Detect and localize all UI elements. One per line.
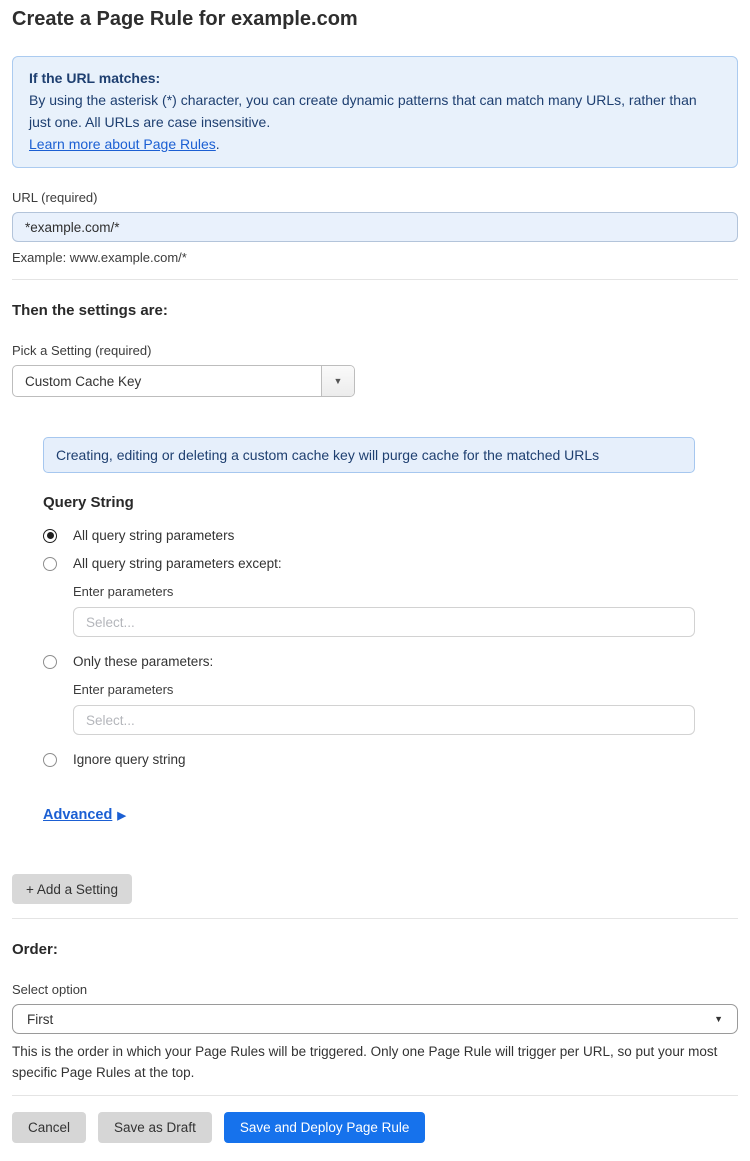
advanced-link-label: Advanced	[43, 807, 113, 823]
radio-label: Only these parameters:	[73, 654, 214, 669]
url-match-info-box	[12, 56, 738, 168]
radio-ignore-query-string[interactable]	[43, 752, 695, 767]
radio-button[interactable]	[43, 753, 57, 767]
order-select-label: Select option	[12, 982, 88, 997]
divider	[12, 279, 738, 280]
divider	[12, 1095, 738, 1096]
radio-button[interactable]	[43, 655, 57, 669]
order-heading: Order:	[12, 941, 58, 958]
divider	[12, 918, 738, 919]
radio-button[interactable]	[43, 557, 57, 571]
setting-select-value: Custom Cache Key	[25, 373, 142, 389]
page-title: Create a Page Rule for example.com	[12, 8, 358, 30]
caret-down-icon: ▼	[333, 376, 343, 386]
save-and-deploy-button[interactable]: Save and Deploy Page Rule	[224, 1112, 426, 1143]
radio-only-these[interactable]	[43, 654, 695, 669]
radio-all-query-params[interactable]	[43, 528, 695, 543]
order-help-text: This is the order in which your Page Rules will be triggered. Only one Page Rule will trigger per URL, so put your most specific Page Rules at the top.	[12, 1044, 718, 1080]
add-setting-row	[12, 824, 738, 904]
caret-down-icon: ▼	[714, 1014, 723, 1024]
pick-setting-label: Pick a Setting (required)	[12, 343, 152, 358]
except-parameters-input[interactable]	[73, 607, 695, 637]
link-period: .	[215, 136, 220, 152]
radio-all-except[interactable]	[43, 556, 695, 571]
cancel-button[interactable]: Cancel	[12, 1112, 86, 1143]
radio-label: All query string parameters	[73, 528, 235, 543]
only-parameters-input[interactable]	[73, 705, 695, 735]
url-field-label: URL (required)	[12, 190, 98, 205]
cache-key-section	[43, 437, 695, 824]
advanced-link[interactable]	[43, 807, 126, 823]
add-setting-button[interactable]: + Add a Setting	[12, 874, 132, 904]
setting-select-caret-button[interactable]	[321, 366, 354, 396]
order-select-value: First	[27, 1011, 54, 1027]
order-select[interactable]	[12, 1004, 738, 1034]
url-example-hint: Example: www.example.com/*	[12, 250, 187, 265]
enter-parameters-label: Enter parameters	[73, 682, 174, 697]
purge-cache-notice: Creating, editing or deleting a custom cache key will purge cache for the matched URLs	[43, 437, 695, 473]
save-as-draft-button[interactable]: Save as Draft	[98, 1112, 212, 1143]
setting-select[interactable]	[12, 365, 355, 397]
enter-parameters-label: Enter parameters	[73, 584, 174, 599]
only-these-params-sub	[73, 682, 695, 735]
settings-heading: Then the settings are:	[12, 302, 168, 319]
radio-button-selected[interactable]	[43, 529, 57, 543]
url-input[interactable]	[12, 212, 738, 242]
info-box-link-line	[29, 133, 721, 155]
learn-more-link[interactable]: Learn more about Page Rules	[29, 136, 216, 152]
info-box-body: By using the asterisk (*) character, you can create dynamic patterns that can match many URLs, rather than just one. All URLs are case insensitive.	[29, 92, 697, 130]
all-except-params-sub	[73, 584, 695, 637]
advanced-arrow-icon: ▶	[117, 809, 126, 822]
radio-label: Ignore query string	[73, 752, 186, 767]
radio-label: All query string parameters except:	[73, 556, 282, 571]
query-string-heading: Query String	[43, 494, 134, 511]
footer-actions	[12, 1112, 738, 1143]
info-box-heading: If the URL matches:	[29, 70, 161, 86]
